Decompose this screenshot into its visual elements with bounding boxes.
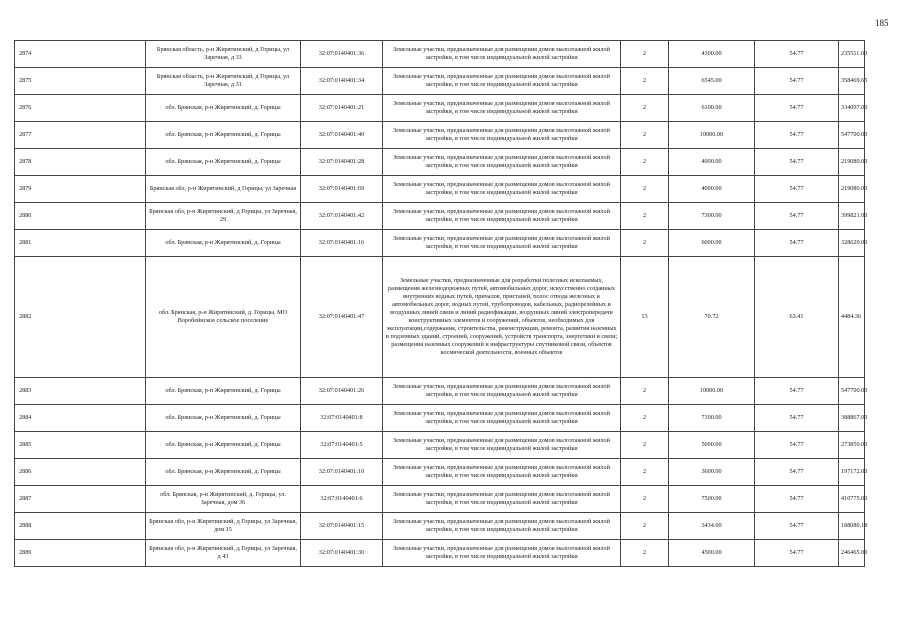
row-number: 2888: [15, 513, 146, 540]
group-cell: 2: [621, 513, 669, 540]
page-number: 185: [875, 18, 889, 28]
cadastral-number-cell: 32:07:0140401:5: [301, 432, 383, 459]
rate-cell: 54.77: [755, 176, 839, 203]
rate-cell: 63.41: [755, 257, 839, 378]
table-row: [15, 432, 865, 459]
land-use-cell: Земельные участки, предназначенные для размещения домов малоэтажной жилой застройки, в том числе индивидуальной жилой застройки: [383, 122, 621, 149]
cadastral-value-cell: 246465.00: [839, 540, 865, 567]
address-cell: обл. Брянская, р-н Жирятинский, д. Горицы, ул. Заречная, дом 36: [146, 486, 301, 513]
cadastral-number-cell: 32:07:0140401:10: [301, 459, 383, 486]
row-number: 2880: [15, 203, 146, 230]
land-use-cell: Земельные участки, предназначенные для размещения домов малоэтажной жилой застройки, в том числе индивидуальной жилой застройки: [383, 41, 621, 68]
area-cell: 7500.00: [669, 486, 755, 513]
table-row: [15, 95, 865, 122]
rate-cell: 54.77: [755, 513, 839, 540]
address-cell: обл. Брянская, р-н Жирятинский, д. Горицы: [146, 432, 301, 459]
table-row: [15, 203, 865, 230]
table-row: [15, 257, 865, 378]
cadastral-number-cell: 32:07:0140401:47: [301, 257, 383, 378]
cadastral-number-cell: 32:07:0140401:15: [301, 513, 383, 540]
address-cell: обл. Брянская, р-н Жирятинский, д. Горицы, МО Воробейнское сельское поселение: [146, 257, 301, 378]
cadastral-value-cell: 410775.00: [839, 486, 865, 513]
land-use-cell: Земельные участки, предназначенные для разработки полезных ископаемых, размещения железнодорожных путей, автомобильных дорог, искусственно созданных внутренних водных путей, причалов, пристаней, полос отвода железных и автомобильных дорог, водных путей, трубопроводов, кабельных, радиорелейных и воздушных линий связи и линий радиофикации, воздушных линий электропередачи конструктивных элементов и сооружений, объектов, необходимых для эксплуатации,содержания, строительства, реконструкции, ремонта, развития наземных и подземных зданий, строений, сооружений, устройств транспорта, энергетики и связи; размещения наземных сооружений и инфраструктуры спутниковой связи, объектов космической деятельности, военных объектов: [383, 257, 621, 378]
table-row: [15, 149, 865, 176]
group-cell: 2: [621, 540, 669, 567]
group-cell: 2: [621, 68, 669, 95]
land-use-cell: Земельные участки, предназначенные для размещения домов малоэтажной жилой застройки, в том числе индивидуальной жилой застройки: [383, 176, 621, 203]
address-cell: Брянская область, р-н Жирятинский, д Горицы, ул Заречная, д 33: [146, 41, 301, 68]
row-number: 2875: [15, 68, 146, 95]
cadastral-number-cell: 32:07:0140401:42: [301, 203, 383, 230]
table-row: [15, 122, 865, 149]
cadastral-value-cell: 547700.00: [839, 378, 865, 405]
cadastral-number-cell: 32:07:0140401:6: [301, 486, 383, 513]
group-cell: 2: [621, 230, 669, 257]
land-use-cell: Земельные участки, предназначенные для размещения домов малоэтажной жилой застройки, в том числе индивидуальной жилой застройки: [383, 230, 621, 257]
land-use-cell: Земельные участки, предназначенные для размещения домов малоэтажной жилой застройки, в том числе индивидуальной жилой застройки: [383, 432, 621, 459]
address-cell: обл. Брянская, р-н Жирятинский, д. Горицы: [146, 149, 301, 176]
group-cell: 2: [621, 95, 669, 122]
address-cell: Брянская обл, р-н Жирятинский, д Горицы, ул Заречная: [146, 176, 301, 203]
row-number: 2883: [15, 378, 146, 405]
row-number: 2889: [15, 540, 146, 567]
area-cell: 6000.00: [669, 230, 755, 257]
address-cell: обл. Брянская, р-н Жирятинский, д. Горицы: [146, 405, 301, 432]
cadastral-number-cell: 32:07:0140401:28: [301, 149, 383, 176]
rate-cell: 54.77: [755, 122, 839, 149]
area-cell: 3434.00: [669, 513, 755, 540]
table-row: [15, 405, 865, 432]
land-use-cell: Земельные участки, предназначенные для размещения домов малоэтажной жилой застройки, в том числе индивидуальной жилой застройки: [383, 68, 621, 95]
area-cell: 3600.00: [669, 459, 755, 486]
land-use-cell: Земельные участки, предназначенные для размещения домов малоэтажной жилой застройки, в том числе индивидуальной жилой застройки: [383, 378, 621, 405]
table-row: [15, 378, 865, 405]
area-cell: 5000.00: [669, 432, 755, 459]
row-number: 2874: [15, 41, 146, 68]
cadastral-value-cell: 334097.00: [839, 95, 865, 122]
area-cell: 4000.00: [669, 176, 755, 203]
table-row: [15, 540, 865, 567]
rate-cell: 54.77: [755, 41, 839, 68]
rate-cell: 54.77: [755, 230, 839, 257]
land-use-cell: Земельные участки, предназначенные для размещения домов малоэтажной жилой застройки, в том числе индивидуальной жилой застройки: [383, 486, 621, 513]
row-number: 2881: [15, 230, 146, 257]
group-cell: 2: [621, 41, 669, 68]
group-cell: 2: [621, 486, 669, 513]
group-cell: 2: [621, 405, 669, 432]
cadastral-number-cell: 32:07:0140401:36: [301, 41, 383, 68]
rate-cell: 54.77: [755, 149, 839, 176]
land-use-cell: Земельные участки, предназначенные для размещения домов малоэтажной жилой застройки, в том числе индивидуальной жилой застройки: [383, 405, 621, 432]
rate-cell: 54.77: [755, 68, 839, 95]
table-row: [15, 513, 865, 540]
group-cell: 2: [621, 459, 669, 486]
cadastral-value-cell: 328620.00: [839, 230, 865, 257]
row-number: 2878: [15, 149, 146, 176]
group-cell: 2: [621, 122, 669, 149]
rate-cell: 54.77: [755, 486, 839, 513]
table-row: [15, 459, 865, 486]
cadastral-value-cell: 273850.00: [839, 432, 865, 459]
cadastral-number-cell: 32:07:0140401:69: [301, 176, 383, 203]
group-cell: 2: [621, 378, 669, 405]
area-cell: 7100.00: [669, 405, 755, 432]
cadastral-value-cell: 388867.00: [839, 405, 865, 432]
address-cell: обл. Брянская, р-н Жирятинский, д. Горицы: [146, 230, 301, 257]
land-use-cell: Земельные участки, предназначенные для размещения домов малоэтажной жилой застройки, в том числе индивидуальной жилой застройки: [383, 149, 621, 176]
address-cell: обл. Брянская, р-н Жирятинский, д. Горицы: [146, 459, 301, 486]
cadastral-value-cell: 219080.00: [839, 149, 865, 176]
row-number: 2877: [15, 122, 146, 149]
group-cell: 2: [621, 432, 669, 459]
area-cell: 6100.00: [669, 95, 755, 122]
row-number: 2884: [15, 405, 146, 432]
land-use-cell: Земельные участки, предназначенные для размещения домов малоэтажной жилой застройки, в том числе индивидуальной жилой застройки: [383, 513, 621, 540]
address-cell: обл. Брянская, р-н Жирятинский, д. Горицы: [146, 378, 301, 405]
cadastral-value-cell: 219080.00: [839, 176, 865, 203]
area-cell: 6545.00: [669, 68, 755, 95]
land-registry-table: [14, 40, 868, 567]
cadastral-value-cell: 4484.36: [839, 257, 865, 378]
area-cell: 10000.00: [669, 122, 755, 149]
address-cell: обл. Брянская, р-н Жирятинский, д. Горицы: [146, 95, 301, 122]
land-use-cell: Земельные участки, предназначенные для размещения домов малоэтажной жилой застройки, в том числе индивидуальной жилой застройки: [383, 459, 621, 486]
group-cell: 2: [621, 176, 669, 203]
cadastral-value-cell: 547700.00: [839, 122, 865, 149]
cadastral-value-cell: 399821.00: [839, 203, 865, 230]
row-number: 2876: [15, 95, 146, 122]
table-row: [15, 486, 865, 513]
address-cell: Брянская область, р-н Жирятинский, д Горицы, ул Заречная, д 31: [146, 68, 301, 95]
rate-cell: 54.77: [755, 378, 839, 405]
rate-cell: 54.77: [755, 459, 839, 486]
land-use-cell: Земельные участки, предназначенные для размещения домов малоэтажной жилой застройки, в том числе индивидуальной жилой застройки: [383, 540, 621, 567]
cadastral-value-cell: 197172.00: [839, 459, 865, 486]
rate-cell: 54.77: [755, 540, 839, 567]
area-cell: 10000.00: [669, 378, 755, 405]
group-cell: 2: [621, 203, 669, 230]
cadastral-number-cell: 32:07:0140401:21: [301, 95, 383, 122]
cadastral-value-cell: 188080.18: [839, 513, 865, 540]
address-cell: Брянская обл, р-н Жирятинский, д Горицы, ул Заречная, д 43: [146, 540, 301, 567]
table-row: [15, 41, 865, 68]
row-number: 2882: [15, 257, 146, 378]
area-cell: 4000.00: [669, 149, 755, 176]
cadastral-number-cell: 32:07:0140401:8: [301, 405, 383, 432]
address-cell: обл. Брянская, р-н Жирятинский, д. Горицы: [146, 122, 301, 149]
cadastral-value-cell: 358469.65: [839, 68, 865, 95]
address-cell: Брянская обл, р-н Жирятинский, д Горицы, ул Заречная, 29: [146, 203, 301, 230]
table-row: [15, 230, 865, 257]
area-cell: 70.72: [669, 257, 755, 378]
rate-cell: 54.77: [755, 432, 839, 459]
area-cell: 4500.00: [669, 540, 755, 567]
rate-cell: 54.77: [755, 405, 839, 432]
cadastral-number-cell: 32:07:0140401:26: [301, 378, 383, 405]
group-cell: 13: [621, 257, 669, 378]
row-number: 2886: [15, 459, 146, 486]
rate-cell: 54.77: [755, 95, 839, 122]
row-number: 2879: [15, 176, 146, 203]
cadastral-number-cell: 32:07:0140401:40: [301, 122, 383, 149]
area-cell: 7300.00: [669, 203, 755, 230]
land-use-cell: Земельные участки, предназначенные для размещения домов малоэтажной жилой застройки, в том числе индивидуальной жилой застройки: [383, 95, 621, 122]
area-cell: 4300.00: [669, 41, 755, 68]
cadastral-value-cell: 235511.00: [839, 41, 865, 68]
row-number: 2887: [15, 486, 146, 513]
cadastral-number-cell: 32:07:0140401:16: [301, 230, 383, 257]
cadastral-number-cell: 32:07:0140401:30: [301, 540, 383, 567]
address-cell: Брянская обл, р-н Жирятинский, д Горицы, ул Заречная, дом 15: [146, 513, 301, 540]
land-use-cell: Земельные участки, предназначенные для размещения домов малоэтажной жилой застройки, в том числе индивидуальной жилой застройки: [383, 203, 621, 230]
table-row: [15, 176, 865, 203]
group-cell: 2: [621, 149, 669, 176]
row-number: 2885: [15, 432, 146, 459]
rate-cell: 54.77: [755, 203, 839, 230]
table-row: [15, 68, 865, 95]
cadastral-number-cell: 32:07:0140401:34: [301, 68, 383, 95]
